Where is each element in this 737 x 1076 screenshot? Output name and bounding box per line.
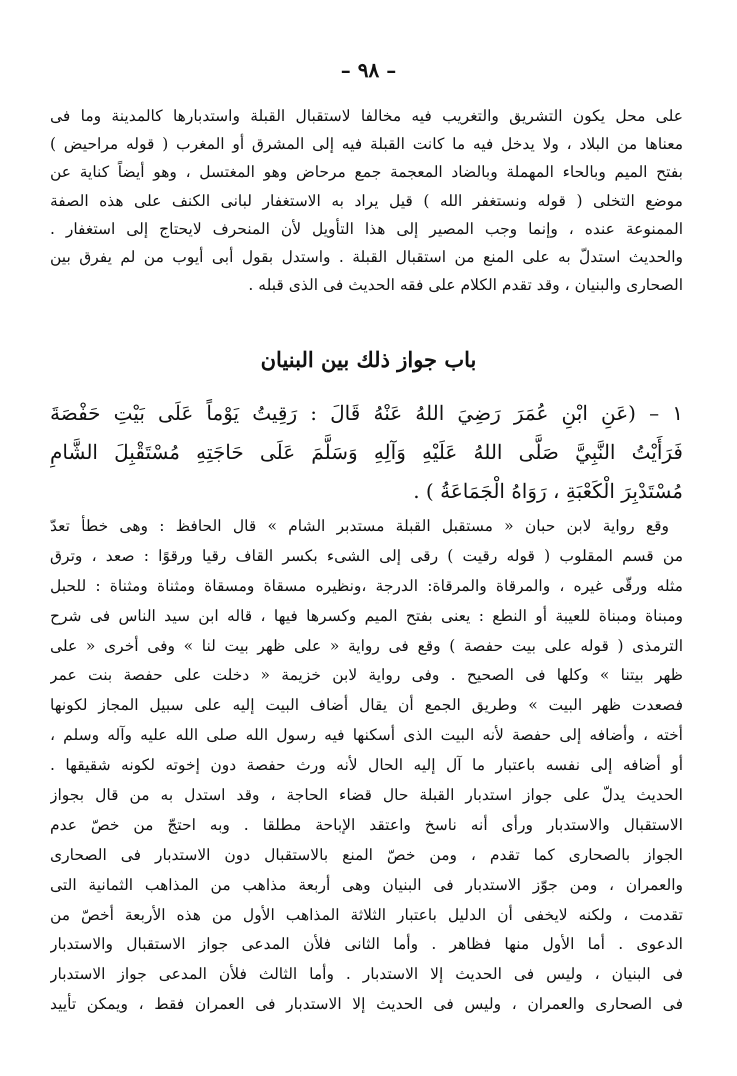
text-line: فصعدت ظهر البيت » وطريق الجمع أن يقال أضاف البيت إليه على سبيل المجاز لكونها (50, 696, 683, 715)
text-line: وقع رواية لابن حبان « مستقبل القبلة مستدبر الشام » قال الحافظ : وهى خطأ تعدّ (50, 517, 669, 535)
text-line: فى البنيان ، وليس فى الحديث إلا الاستدبار . وأما الثالث فلأن المدعى جواز الاستدبار (50, 965, 683, 984)
text-line: من قسم المقلوب ( قوله رقيت ) رقى إلى الشىء بكسر القاف رقيا ورقوًا : صعد ، وترق (50, 546, 683, 565)
text-line: على محل يكون التشريق والتغريب فيه مخالفا لاستقبال القبلة واستدبارها كالمدينة وما فى (50, 107, 683, 125)
hadith-line: ١ – (عَنِ ابْنِ عُمَرَ رَضِيَ اللهُ عَنْهُ قَالَ : رَقِيتُ يَوْماً عَلَى بَيْتِ حَفْصَةَ (50, 401, 683, 425)
section-heading: باب جواز ذلك بين البنيان (260, 347, 477, 372)
commentary-paragraph (50, 512, 683, 1020)
hadith-text (50, 394, 683, 511)
text-line: والعمران ، ومن جوّز الاستدبار فى البنيان وهى أربعة مذاهب من المذاهب الثمانية التى (50, 875, 683, 894)
text-line: معناها من البلاد ، ولا يدخل فيه ما كانت القبلة فيه إلى المشرق أو المغرب ( قوله مراحيض ) (50, 135, 683, 154)
text-line: الحديث يدلّ على جواز استدبار القبلة حال قضاء الحاجة ، وقد استدل به من قال بجواز (50, 786, 683, 805)
text-line: الصحارى والبنيان ، وقد تقدم الكلام على فقه الحديث فى الذى قبله . (248, 276, 683, 295)
hadith-line: فَرَأَيْتُ النَّبِيَّ صَلَّى اللهُ عَلَيْهِ وَآلِهِ وَسَلَّمَ عَلَى حَاجَتِهِ مُسْتَقْبِلَ الشَّامِ (50, 440, 683, 464)
text-line: الاستقبال والاستدبار ورأى أنه ناسخ واعتقد الإباحة مطلقا . وبه احتجّ من خصّ عدم (50, 815, 683, 834)
text-line: الترمذى ( قوله على بيت حفصة ) وقع فى رواية « على ظهر بيت لنا » وفى أخرى « على (50, 636, 683, 655)
text-line: أخته ، وأضافه إلى حفصة لأنه البيت الذى أسكنها فيه رسول الله صلى الله عليه وآله وسلم ، (50, 726, 683, 745)
text-line: والحديث استدلّ به على المنع من استقبال القبلة . واستدل بقول أبى أيوب من لم يفرق بين (50, 247, 683, 266)
text-line: ومبناة ومبناة للعيبة أو النطع : يعنى بفتح الميم وكسرها فيها ، قاله ابن سيد الناس فى شرح (50, 606, 683, 625)
text-line: بفتح الميم وبالحاء المهملة وبالضاد المعجمة جمع مرحاض وهو المغتسل ، وهو أيضاً كناية عن (50, 163, 683, 182)
hadith-line: مُسْتَدْبِرَ الْكَعْبَةِ ، رَوَاهُ الْجَمَاعَةُ ) . (413, 479, 683, 503)
page-number: – ٩٨ – (340, 58, 397, 82)
top-paragraph (50, 102, 683, 299)
text-line: الممنوعة عنده ، وإنما وجب المصير إلى هذا التأويل لأن المنحرف لايحتاج إلى استغفار . (50, 219, 683, 238)
text-line: أو أضافه إلى نفسه باعتبار ما آل إليه الحال لأنه ورث حفصة دون إخوته لكونه شقيقها . (50, 756, 683, 775)
text-line: الجواز بالصحارى كما تقدم ، ومن خصّ المنع بالاستقبال دون الاستدبار فى الصحارى (50, 845, 683, 864)
text-line: تقدمت ، ولكنه لايخفى أن الدليل باعتبار الثلاثة المذاهب الأول من هذه الأربعة أخصّ من (50, 905, 683, 924)
text-line: فى الصحارى والعمران ، وليس فى الحديث إلا الاستدبار فى العمران فقط ، ويمكن تأييد (50, 995, 683, 1014)
text-line: موضع التخلى ( قوله ونستغفر الله ) قيل يراد به الاستغفار لبانى الكنف على هذه الصفة (50, 191, 683, 210)
text-line: ظهر بيتنا » وكلها فى الصحيح . وفى رواية لابن خزيمة « دخلت على حفصة بنت عمر (50, 666, 683, 685)
text-line: الدعوى . أما الأول منها فظاهر . وأما الثانى فلأن المدعى جواز الاستقبال والاستدبار (50, 935, 683, 954)
text-line: مثله ورقّى غيره ، والمرقاة والمرقاة: الدرجة ،ونظيره مسقاة ومسقاة ومثناة ومثناة : للحبل (50, 576, 683, 595)
